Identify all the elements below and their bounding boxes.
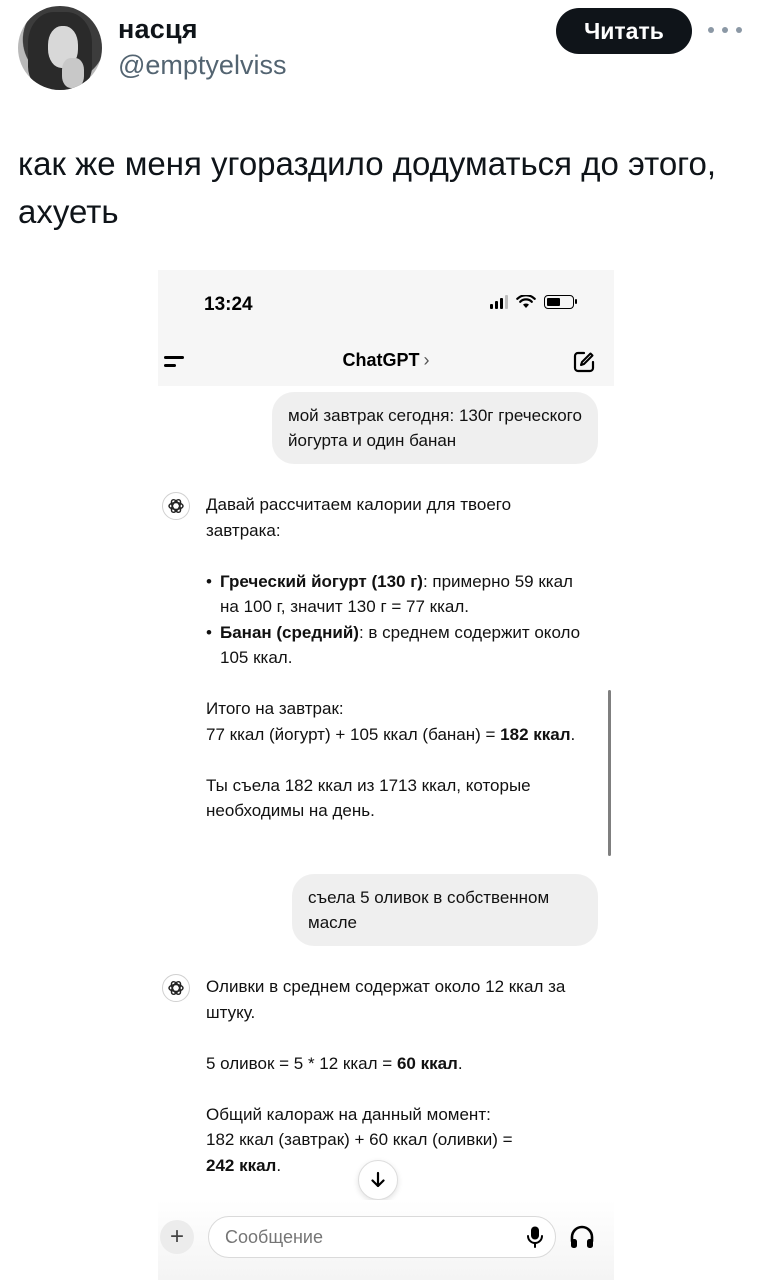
new-chat-icon[interactable] <box>572 350 596 374</box>
assistant-list <box>206 569 586 671</box>
chatgpt-logo-icon <box>162 492 190 520</box>
wifi-icon <box>516 295 536 309</box>
chatgpt-logo-icon <box>162 974 190 1002</box>
attach-plus-button[interactable]: + <box>160 1220 194 1254</box>
tweet-text: как же меня угораздило додуматься до этого, ахуеть <box>18 145 717 230</box>
user-message <box>272 392 598 464</box>
assistant-message <box>206 492 586 824</box>
more-options-icon[interactable] <box>708 18 742 42</box>
assistant-text: Оливки в среднем содержат около 12 ккал за штуку. <box>206 977 566 1022</box>
scroll-down-button[interactable] <box>358 1160 398 1200</box>
status-icons <box>490 295 574 309</box>
assistant-text: Общий калораж на данный момент: 182 ккал (завтрак) + 60 ккал (оливки) = 242 ккал. <box>206 1104 513 1175</box>
user-handle[interactable]: @emptyelviss <box>118 50 287 80</box>
assistant-message <box>206 974 586 1178</box>
signal-icon <box>490 295 508 309</box>
message-input[interactable] <box>208 1216 556 1258</box>
arrow-down-icon <box>370 1171 386 1189</box>
app-title-text: ChatGPT <box>342 350 420 370</box>
user-message <box>292 874 598 946</box>
chevron-right-icon: › <box>423 350 430 370</box>
display-name[interactable]: насця <box>118 14 198 44</box>
assistant-text: 5 оливок = 5 * 12 ккал = 60 ккал. <box>206 1053 463 1073</box>
assistant-text: Итого на завтрак: 77 ккал (йогурт) + 105 ккал (банан) = 182 ккал. <box>206 699 576 744</box>
battery-icon <box>544 295 574 309</box>
app-title[interactable] <box>158 350 614 371</box>
follow-button[interactable]: Читать <box>556 8 692 54</box>
scrollbar[interactable] <box>608 690 611 856</box>
list-item: • Банан (средний): в среднем содержит около 105 ккал. <box>206 620 586 671</box>
headphones-icon[interactable] <box>568 1223 596 1251</box>
assistant-text: Давай рассчитаем калории для твоего завтрака: <box>206 495 512 540</box>
user-message-text: мой завтрак сегодня: 130г греческого йогурта и один банан <box>288 406 582 450</box>
avatar[interactable] <box>18 6 102 90</box>
attached-screenshot[interactable] <box>158 270 614 1280</box>
assistant-text: Ты съела 182 ккал из 1713 ккал, которые необходимы на день. <box>206 775 531 820</box>
list-item: • Греческий йогурт (130 г): примерно 59 ккал на 100 г, значит 130 г = 77 ккал. <box>206 569 586 620</box>
user-message-text: съела 5 оливок в собственном масле <box>308 888 550 932</box>
microphone-icon[interactable] <box>524 1225 546 1249</box>
status-time: 13:24 <box>204 294 253 315</box>
